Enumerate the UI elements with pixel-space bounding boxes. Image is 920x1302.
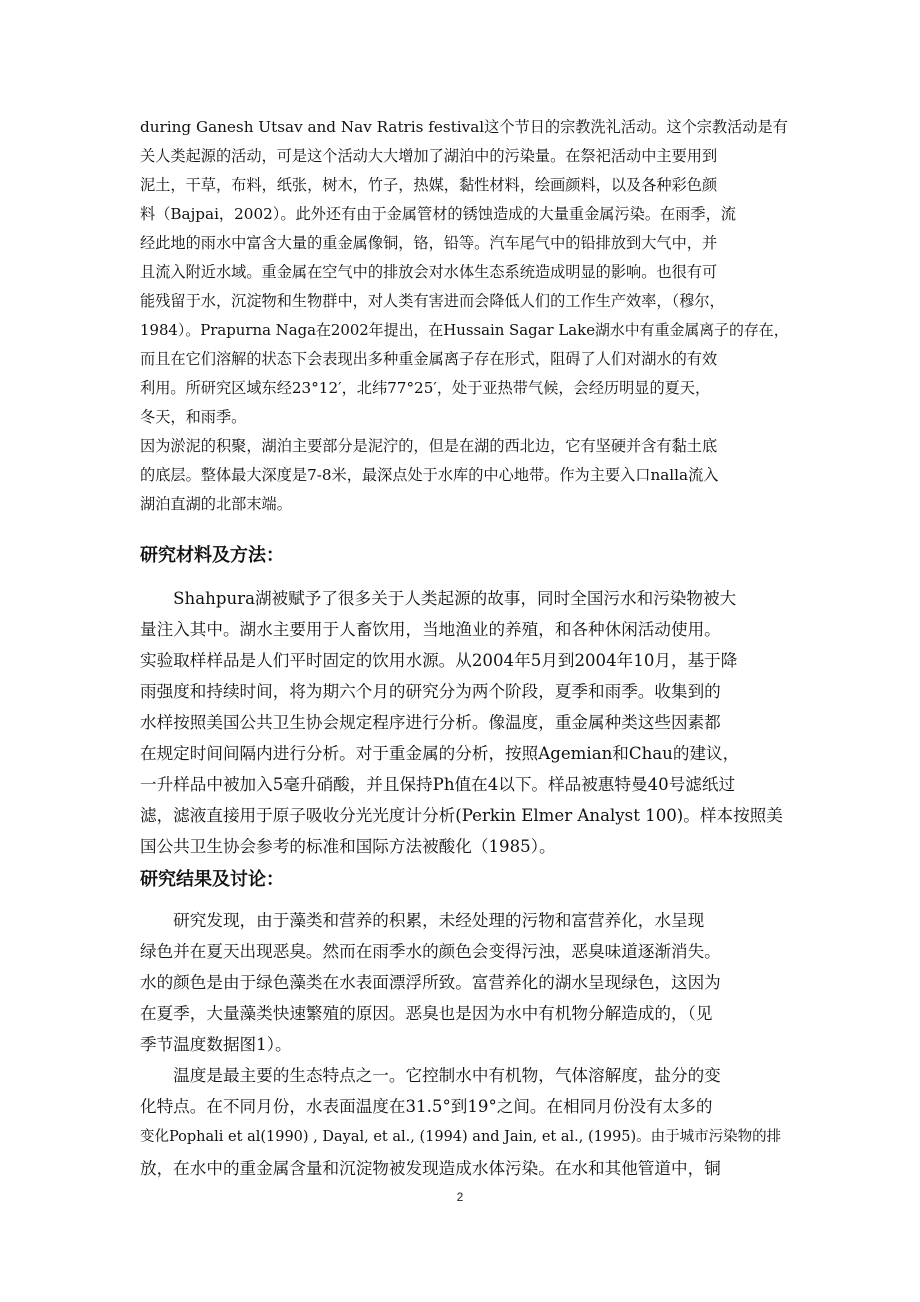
text-line: 能残留于水，沉淀物和生物群中，对人类有害进而会降低人们的工作生产效率，（穆尔，	[140, 292, 725, 310]
text-line: 经此地的雨水中富含大量的重金属像铜，铬，铅等。汽车尾气中的铅排放到大气中，并	[140, 234, 718, 252]
text-line: 量注入其中。湖水主要用于人畜饮用，当地渔业的养殖，和各种休闲活动使用。	[140, 620, 721, 639]
text-line: 湖泊直湖的北部末端。	[140, 495, 292, 513]
text-line: 实验取样样品是人们平时固定的饮用水源。从2004年5月到2004年10月，基于降	[140, 651, 738, 670]
intro-paragraphs	[140, 113, 790, 519]
section-heading-results: 研究结果及讨论：	[140, 869, 284, 890]
text-line: 且流入附近水域。重金属在空气中的排放会对水体生态系统造成明显的影响。也很有可	[140, 263, 718, 281]
text-line: 绿色并在夏天出现恶臭。然而在雨季水的颜色会变得污浊，恶臭味道逐渐消失。	[140, 942, 721, 961]
text-line: 放，在水中的重金属含量和沉淀物被发现造成水体污染。在水和其他管道中，铜	[140, 1159, 721, 1178]
text-line: 季节温度数据图1）。	[140, 1035, 292, 1054]
text-line: 的底层。整体最大深度是7-8米，最深点处于水库的中心地带。作为主要入口nalla流入	[140, 466, 719, 484]
section-heading-methods: 研究材料及方法：	[140, 545, 284, 566]
text-line: 料（Bajpai，2002）。此外还有由于金属管材的锈蚀造成的大量重金属污染。在雨季，流	[140, 205, 736, 223]
text-line: 冬天，和雨季。	[140, 408, 247, 426]
text-line: 关人类起源的活动，可是这个活动大大增加了湖泊中的污染量。在祭祀活动中主要用到	[140, 147, 718, 165]
page-number: 2	[456, 1190, 464, 1204]
text-line: 而且在它们溶解的状态下会表现出多种重金属离子存在形式，阻碍了人们对湖水的有效	[140, 350, 718, 368]
text-line: 1984）。Prapurna Naga在2002年提出，在Hussain Sagar Lake湖水中有重金属离子的存在，	[140, 321, 789, 339]
text-line: 国公共卫生协会参考的标准和国际方法被酸化（1985）。	[140, 837, 556, 856]
text-line: 化特点。在不同月份，水表面温度在31.5°到19°之间。在相同月份没有太多的	[140, 1097, 713, 1116]
text-line: 利用。所研究区域东经23°12′，北纬77°25′，处于亚热带气候，会经历明显的夏天，	[140, 379, 711, 397]
text-line: 水样按照美国公共卫生协会规定程序进行分析。像温度，重金属种类这些因素都	[140, 713, 721, 732]
methods-paragraph	[140, 583, 790, 862]
results-paragraphs	[140, 905, 790, 1184]
text-line: 雨强度和持续时间，将为期六个月的研究分为两个阶段，夏季和雨季。收集到的	[140, 682, 721, 701]
text-line: 研究发现，由于藻类和营养的积累，未经处理的污物和富营养化，水呈现	[140, 911, 705, 930]
text-line: 温度是最主要的生态特点之一。它控制水中有机物，气体溶解度，盐分的变	[140, 1066, 721, 1085]
text-line: 泥土，干草，布料，纸张，树木，竹子，热媒，黏性材料，绘画颜料，以及各种彩色颜	[140, 176, 718, 194]
text-line: 水的颜色是由于绿色藻类在水表面漂浮所致。富营养化的湖水呈现绿色，这因为	[140, 973, 721, 992]
text-line: 变化Pophali et al(1990) , Dayal, et al., (1994) and Jain, et al., (1995)。由于城市污染物的排	[140, 1129, 782, 1145]
text-line: 一升样品中被加入5毫升硝酸，并且保持Ph值在4以下。样品被惠特曼40号滤纸过	[140, 775, 736, 794]
text-line: 因为淤泥的积聚，湖泊主要部分是泥泞的，但是在湖的西北边，它有坚硬并含有黏土底	[140, 437, 718, 455]
text-line: Shahpura湖被赋予了很多关于人类起源的故事，同时全国污水和污染物被大	[140, 589, 737, 608]
text-line: 滤，滤液直接用于原子吸收分光光度计分析(Perkin Elmer Analyst 100)。样本按照美	[140, 806, 783, 825]
text-line: 在规定时间间隔内进行分析。对于重金属的分析，按照Agemian和Chau的建议，	[140, 744, 740, 763]
text-line: during Ganesh Utsav and Nav Ratris festival这个节日的宗教洗礼活动。这个宗教活动是有	[140, 118, 788, 136]
text-line: 在夏季，大量藻类快速繁殖的原因。恶臭也是因为水中有机物分解造成的，（见	[140, 1004, 713, 1023]
